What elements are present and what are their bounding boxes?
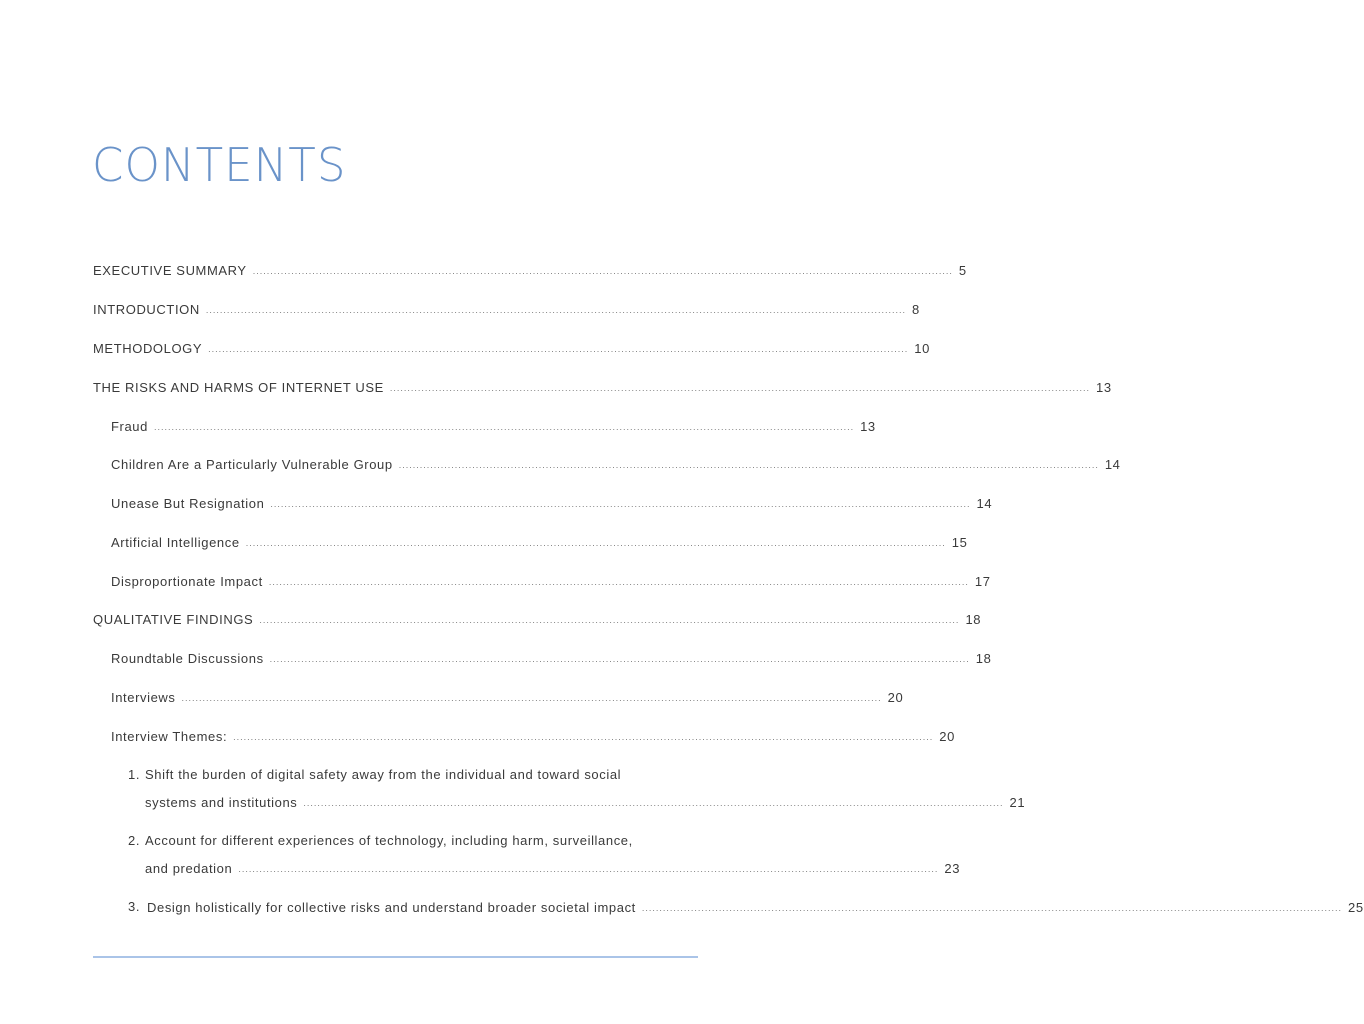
toc-entry-theme-1[interactable] — [145, 794, 1026, 812]
toc-entry-label: Unease But Resignation — [111, 496, 265, 511]
toc-entry-label: QUALITATIVE FINDINGS — [93, 612, 254, 627]
toc-entry-label: Interview Themes: — [111, 729, 228, 744]
toc-entry-theme-2[interactable] — [145, 860, 961, 878]
toc-entry-page: 20 — [887, 690, 904, 705]
theme-number: 3. — [128, 899, 141, 914]
toc-entry-label: METHODOLOGY — [93, 341, 203, 356]
dot-leader: ........................................................................................................................................................................................................ — [389, 383, 1091, 393]
toc-entry-page: 13 — [1096, 380, 1112, 395]
dot-leader: ........................................................................................................................................................................................................ — [398, 460, 1099, 470]
toc-entry-label: EXECUTIVE SUMMARY — [93, 263, 247, 278]
toc-entry-label: Design holistically for collective risks and understand broader societal impact — [147, 900, 636, 915]
toc-entry-qualitative-findings[interactable] — [93, 611, 982, 629]
toc-entry-label: Fraud — [111, 419, 148, 434]
toc-entry-interview-themes[interactable] — [111, 728, 955, 746]
toc-entry-page: 10 — [914, 341, 930, 356]
dot-leader: ........................................................................................................................................................................................................ — [269, 654, 970, 664]
toc-entry-fraud[interactable] — [111, 418, 876, 436]
dot-leader: ........................................................................................................................................................................................................ — [641, 903, 1342, 913]
toc-entry-page: 17 — [974, 574, 991, 589]
toc-entry-disproportionate-impact[interactable] — [111, 573, 991, 591]
toc-entry-roundtable[interactable] — [111, 650, 992, 668]
dot-leader: ........................................................................................................................................................................................................ — [270, 499, 971, 509]
theme-2-line1[interactable]: Account for different experiences of technology, including harm, surveillance, — [145, 833, 633, 848]
theme-1-line1[interactable]: Shift the burden of digital safety away from the individual and toward social — [145, 767, 622, 782]
toc-entry-risks-and-harms[interactable] — [93, 379, 1112, 397]
footer-rule — [93, 956, 698, 958]
toc-entry-page: 20 — [939, 729, 955, 744]
dot-leader: ........................................................................................................................................................................................................ — [181, 693, 882, 703]
toc-entry-label: and predation — [145, 861, 233, 876]
dot-leader: ........................................................................................................................................................................................................ — [233, 732, 934, 742]
dot-leader: ........................................................................................................................................................................................................ — [268, 577, 969, 587]
dot-leader: ........................................................................................................................................................................................................ — [205, 305, 906, 315]
toc-entry-children[interactable] — [111, 456, 1121, 474]
dot-leader: ........................................................................................................................................................................................................ — [208, 344, 909, 354]
dot-leader: ........................................................................................................................................................................................................ — [245, 538, 946, 548]
toc-entry-label: INTRODUCTION — [93, 302, 200, 317]
toc-entry-page: 25 — [1348, 900, 1364, 915]
toc-entry-page: 14 — [976, 496, 993, 511]
toc-entry-methodology[interactable] — [93, 340, 930, 358]
toc-entry-label: Roundtable Discussions — [111, 651, 264, 666]
toc-entry-label: Disproportionate Impact — [111, 574, 263, 589]
toc-entry-page: 18 — [965, 612, 982, 627]
toc-entry-page: 18 — [975, 651, 992, 666]
toc-entry-page: 15 — [951, 535, 968, 550]
theme-number: 1. — [128, 767, 141, 782]
toc-entry-introduction[interactable] — [93, 301, 920, 319]
dot-leader: ........................................................................................................................................................................................................ — [303, 798, 1004, 808]
toc-entry-page: 5 — [958, 263, 967, 278]
toc-entry-page: 23 — [944, 861, 961, 876]
toc-entry-page: 14 — [1104, 457, 1121, 472]
dot-leader: ........................................................................................................................................................................................................ — [259, 615, 960, 625]
toc-entry-unease[interactable] — [111, 495, 993, 513]
dot-leader: ........................................................................................................................................................................................................ — [153, 422, 855, 432]
toc-entry-page: 21 — [1009, 795, 1026, 810]
toc-entry-page: 8 — [911, 302, 920, 317]
toc-entry-label: Interviews — [111, 690, 176, 705]
toc-entry-label: THE RISKS AND HARMS OF INTERNET USE — [93, 380, 384, 395]
dot-leader: ........................................................................................................................................................................................................ — [252, 266, 953, 276]
toc-entry-executive-summary[interactable] — [93, 262, 967, 280]
page-title: CONTENTS — [92, 138, 347, 192]
theme-number: 2. — [128, 833, 141, 848]
toc-entry-label: Artificial Intelligence — [111, 535, 240, 550]
toc-entry-theme-3[interactable] — [147, 899, 1364, 917]
toc-entry-label: systems and institutions — [145, 795, 298, 810]
toc-entry-ai[interactable] — [111, 534, 968, 552]
toc-entry-interviews[interactable] — [111, 689, 904, 707]
toc-entry-page: 13 — [860, 419, 876, 434]
dot-leader: ........................................................................................................................................................................................................ — [238, 864, 939, 874]
toc-entry-label: Children Are a Particularly Vulnerable Group — [111, 457, 393, 472]
